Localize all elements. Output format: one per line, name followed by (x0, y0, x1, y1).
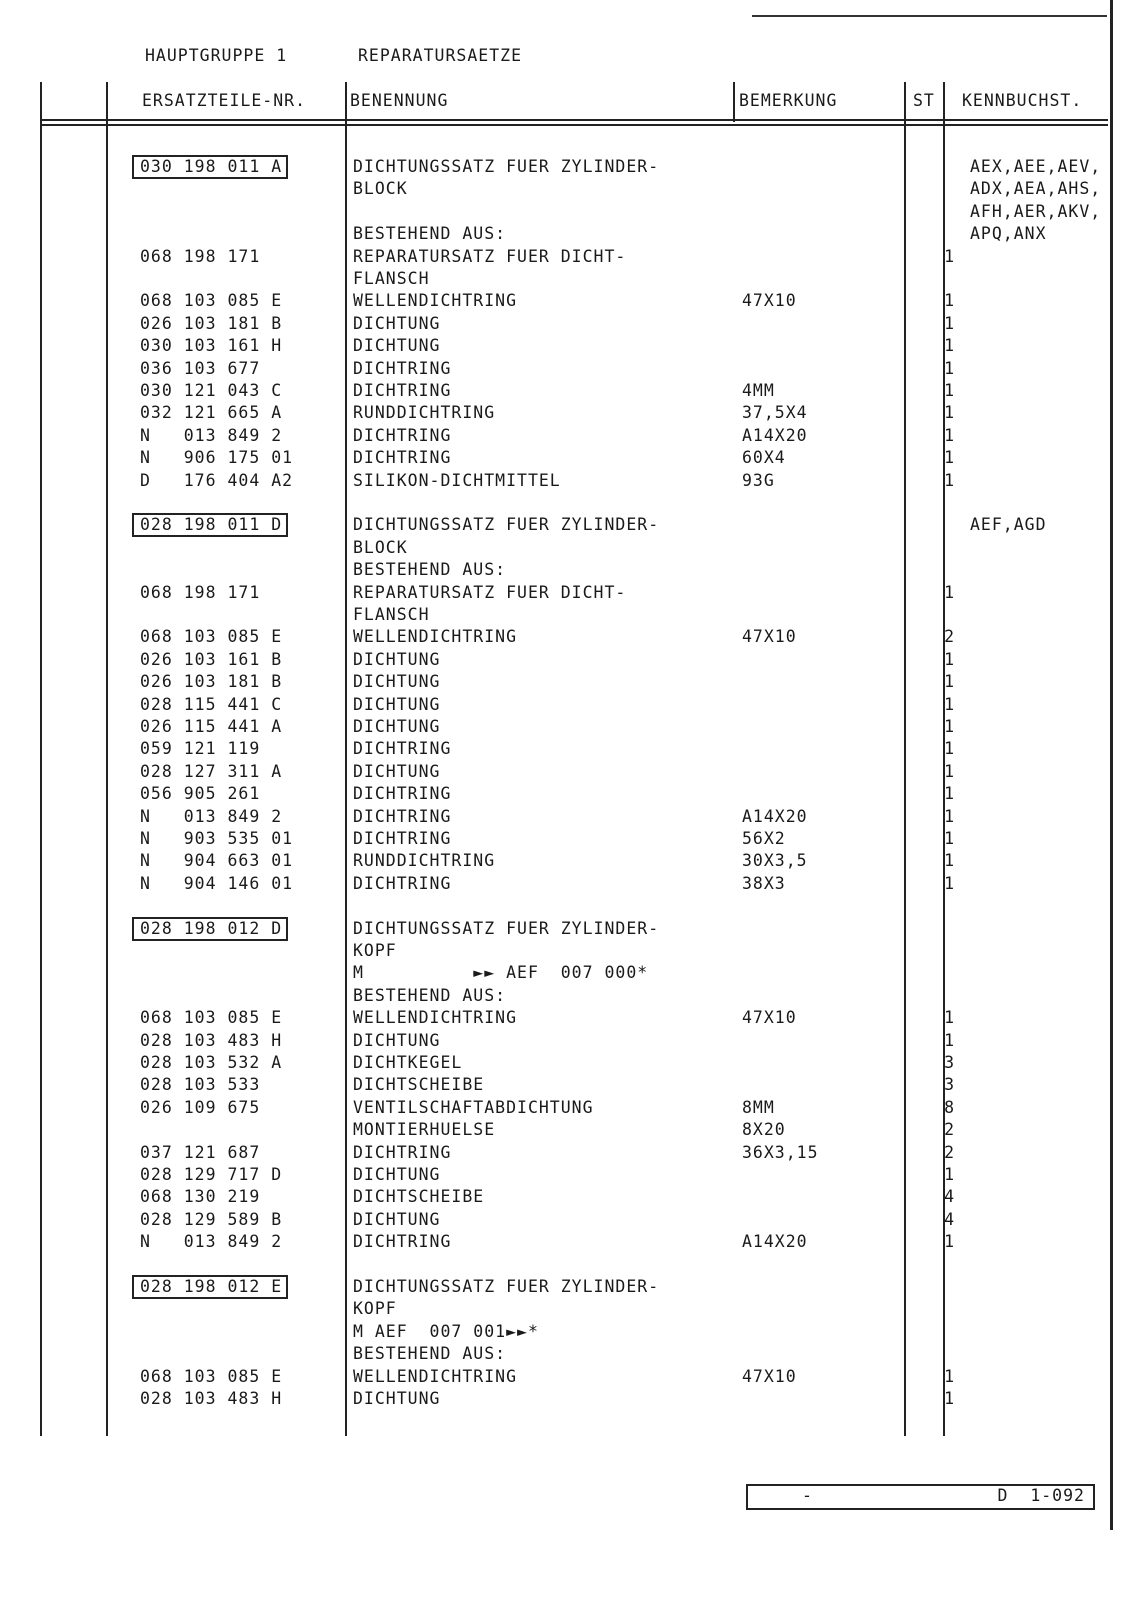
part-number: N 903 535 01 (140, 829, 294, 848)
part-number: 030 103 161 H (140, 336, 283, 356)
table-row (0, 986, 1142, 1008)
table-row (0, 717, 1142, 739)
table-row (0, 583, 1142, 605)
part-number: N 013 849 2 (140, 806, 283, 826)
table-row (0, 739, 1142, 761)
part-remark: A14X20 (742, 425, 808, 445)
table-row (0, 1255, 1142, 1277)
part-quantity: 1 (944, 806, 955, 826)
part-remark: 4MM (742, 381, 775, 400)
table-row (0, 1008, 1142, 1030)
part-remark: 38X3 (742, 873, 786, 893)
table-row (0, 403, 1142, 425)
part-remark: A14X20 (742, 1232, 808, 1252)
part-number: 026 103 181 B (140, 313, 283, 333)
part-quantity: 3 (944, 1053, 955, 1072)
part-number: N 906 175 01 (140, 448, 294, 468)
page-footer-box (746, 1484, 1095, 1510)
part-number: N 013 849 2 (140, 425, 283, 445)
table-row (0, 1098, 1142, 1120)
part-number: 036 103 677 (140, 358, 261, 378)
part-name: DICHTUNGSSATZ FUER ZYLINDER- (353, 157, 660, 176)
part-remark: 56X2 (742, 829, 786, 848)
part-name: DICHTKEGEL (353, 1053, 463, 1072)
kit-part-number: 028 198 011 D (132, 513, 288, 537)
part-remark: 47X10 (742, 1366, 797, 1386)
part-number: 028 129 717 D (140, 1165, 283, 1184)
table-row (0, 762, 1142, 784)
part-quantity: 1 (944, 694, 955, 714)
part-name: BESTEHEND AUS: (353, 560, 507, 580)
table-row (0, 784, 1142, 806)
table-row (0, 291, 1142, 313)
part-quantity: 2 (944, 1120, 955, 1140)
part-number: 028 129 589 B (140, 1209, 283, 1229)
part-number: D 176 404 A2 (140, 470, 294, 490)
part-name: DICHTRING (353, 784, 452, 804)
part-name: BESTEHEND AUS: (353, 985, 507, 1005)
part-quantity: 2 (944, 1142, 955, 1162)
part-name: FLANSCH (353, 269, 430, 288)
column-header-partno: ERSATZTEILE-NR. (142, 91, 307, 110)
part-quantity: 1 (944, 582, 955, 602)
part-remark: 30X3,5 (742, 851, 808, 871)
part-quantity: 1 (944, 1232, 955, 1252)
part-quantity: 1 (944, 448, 955, 468)
part-name: WELLENDICHTRING (353, 291, 518, 311)
table-row (0, 919, 1142, 941)
part-number: 037 121 687 (140, 1142, 261, 1162)
engine-codes: AEF,AGD (970, 515, 1047, 535)
part-quantity: 1 (944, 1008, 955, 1028)
part-quantity: 1 (944, 829, 955, 848)
part-name: VENTILSCHAFTABDICHTUNG (353, 1097, 594, 1117)
part-name: DICHTRING (353, 1232, 452, 1252)
part-quantity: 1 (944, 851, 955, 871)
part-number: 026 115 441 A (140, 717, 283, 736)
part-remark: 37,5X4 (742, 403, 808, 423)
group-title: REPARATURSAETZE (358, 46, 523, 65)
part-name: BLOCK (353, 537, 408, 557)
part-remark: 93G (742, 470, 775, 490)
part-number: 028 115 441 C (140, 694, 283, 714)
part-number: 056 905 261 (140, 784, 261, 804)
part-remark: 8MM (742, 1097, 775, 1117)
table-row (0, 1344, 1142, 1366)
table-row (0, 471, 1142, 493)
part-number: 068 103 085 E (140, 627, 283, 647)
part-number: 026 103 161 B (140, 649, 283, 669)
part-number: 068 103 085 E (140, 291, 283, 311)
part-quantity: 1 (944, 358, 955, 378)
part-quantity: 1 (944, 470, 955, 490)
table-row (0, 1031, 1142, 1053)
part-number: 032 121 665 A (140, 403, 283, 423)
part-name: DICHTUNG (353, 649, 441, 669)
table-row (0, 247, 1142, 269)
table-row (0, 1165, 1142, 1187)
part-number: N 904 146 01 (140, 873, 294, 893)
part-number: 068 103 085 E (140, 1366, 283, 1386)
table-row (0, 1187, 1142, 1209)
part-quantity: 1 (944, 313, 955, 333)
part-remark: 47X10 (742, 1008, 797, 1028)
part-name: DICHTUNG (353, 1209, 441, 1229)
table-row (0, 896, 1142, 918)
engine-codes: APQ,ANX (970, 224, 1047, 244)
table-row (0, 963, 1142, 985)
part-name: RUNDDICHTRING (353, 403, 496, 423)
part-number: 068 130 219 (140, 1187, 261, 1207)
part-quantity: 1 (944, 761, 955, 781)
part-number: 026 109 675 (140, 1097, 261, 1117)
part-quantity: 1 (944, 1165, 955, 1184)
part-quantity: 1 (944, 403, 955, 423)
table-row (0, 807, 1142, 829)
table-row (0, 493, 1142, 515)
part-quantity: 1 (944, 672, 955, 692)
part-quantity: 8 (944, 1097, 955, 1117)
part-name: KOPF (353, 941, 397, 960)
part-name: REPARATURSATZ FUER DICHT- (353, 582, 627, 602)
page-number: D 1-092 (997, 1486, 1085, 1505)
part-quantity: 1 (944, 246, 955, 266)
part-number: 028 103 483 H (140, 1389, 283, 1408)
part-name: DICHTSCHEIBE (353, 1187, 485, 1207)
table-row (0, 1232, 1142, 1254)
part-quantity: 1 (944, 381, 955, 400)
part-name: DICHTUNG (353, 694, 441, 714)
table-row (0, 1277, 1142, 1299)
table-row (0, 202, 1142, 224)
table-row (0, 381, 1142, 403)
part-name: DICHTRING (353, 806, 452, 826)
part-number: N 013 849 2 (140, 1232, 283, 1252)
part-quantity: 1 (944, 1366, 955, 1386)
part-name: FLANSCH (353, 605, 430, 624)
part-number: 028 103 532 A (140, 1053, 283, 1072)
footer-dash: - (802, 1486, 813, 1505)
part-number: 068 198 171 (140, 582, 261, 602)
table-row (0, 426, 1142, 448)
table-row (0, 515, 1142, 537)
table-row (0, 157, 1142, 179)
table-row (0, 560, 1142, 582)
table-row (0, 1120, 1142, 1142)
part-quantity: 1 (944, 784, 955, 804)
part-remark: A14X20 (742, 806, 808, 826)
table-row (0, 1143, 1142, 1165)
part-name: M ►► AEF 007 000* (353, 963, 649, 983)
part-remark: 47X10 (742, 627, 797, 647)
part-name: DICHTUNG (353, 1165, 441, 1184)
column-header-name: BENENNUNG (350, 91, 449, 110)
table-row (0, 627, 1142, 649)
part-number: N 904 663 01 (140, 851, 294, 871)
part-number: 026 103 181 B (140, 672, 283, 692)
engine-codes: ADX,AEA,AHS, (970, 179, 1102, 199)
part-name: DICHTUNG (353, 672, 441, 692)
part-name: DICHTUNG (353, 313, 441, 333)
part-quantity: 1 (944, 739, 955, 759)
table-row (0, 336, 1142, 358)
part-quantity: 1 (944, 291, 955, 311)
table-row (0, 829, 1142, 851)
part-name: DICHTUNGSSATZ FUER ZYLINDER- (353, 515, 660, 535)
table-row (0, 1367, 1142, 1389)
part-name: DICHTRING (353, 829, 452, 848)
part-number: 068 198 171 (140, 246, 261, 266)
table-row (0, 941, 1142, 963)
table-row (0, 605, 1142, 627)
part-quantity: 1 (944, 717, 955, 736)
part-quantity: 1 (944, 425, 955, 445)
part-quantity: 3 (944, 1075, 955, 1095)
table-row (0, 1210, 1142, 1232)
part-name: DICHTUNGSSATZ FUER ZYLINDER- (353, 1277, 660, 1296)
part-name: DICHTRING (353, 358, 452, 378)
part-remark: 60X4 (742, 448, 786, 468)
table-row (0, 851, 1142, 873)
table-row (0, 314, 1142, 336)
part-name: BESTEHEND AUS: (353, 224, 507, 244)
part-name: DICHTUNGSSATZ FUER ZYLINDER- (353, 918, 660, 938)
table-row (0, 1322, 1142, 1344)
part-number: 028 103 483 H (140, 1030, 283, 1050)
group-heading: HAUPTGRUPPE 1 (145, 46, 288, 65)
part-name: DICHTUNG (353, 717, 441, 736)
column-header-code: KENNBUCHST. (962, 91, 1083, 110)
table-row (0, 1299, 1142, 1321)
part-quantity: 1 (944, 336, 955, 356)
part-name: DICHTRING (353, 1142, 452, 1162)
part-remark: 36X3,15 (742, 1142, 819, 1162)
part-name: DICHTRING (353, 448, 452, 468)
engine-codes: AEX,AEE,AEV, (970, 157, 1102, 176)
part-quantity: 4 (944, 1209, 955, 1229)
part-name: DICHTRING (353, 739, 452, 759)
part-name: WELLENDICHTRING (353, 1008, 518, 1028)
part-name: DICHTUNG (353, 336, 441, 356)
part-quantity: 1 (944, 649, 955, 669)
part-name: RUNDDICHTRING (353, 851, 496, 871)
part-name: WELLENDICHTRING (353, 627, 518, 647)
part-number: 068 103 085 E (140, 1008, 283, 1028)
part-name: M AEF 007 001►►* (353, 1321, 539, 1341)
part-name: DICHTUNG (353, 761, 441, 781)
part-name: REPARATURSATZ FUER DICHT- (353, 246, 627, 266)
part-quantity: 2 (944, 627, 955, 647)
table-row (0, 874, 1142, 896)
part-name: WELLENDICHTRING (353, 1366, 518, 1386)
table-row (0, 359, 1142, 381)
kit-part-number: 028 198 012 D (132, 917, 288, 941)
part-quantity: 1 (944, 873, 955, 893)
column-header-remark: BEMERKUNG (739, 91, 838, 110)
part-name: DICHTUNG (353, 1389, 441, 1408)
table-row (0, 672, 1142, 694)
part-quantity: 1 (944, 1389, 955, 1408)
table-row (0, 269, 1142, 291)
part-quantity: 4 (944, 1187, 955, 1207)
table-row (0, 1075, 1142, 1097)
part-name: DICHTSCHEIBE (353, 1075, 485, 1095)
table-row (0, 1389, 1142, 1411)
kit-part-number: 028 198 012 E (132, 1275, 288, 1299)
table-row (0, 179, 1142, 201)
part-number: 028 127 311 A (140, 761, 283, 781)
part-remark: 47X10 (742, 291, 797, 311)
column-header-qty: ST (913, 91, 935, 110)
part-quantity: 1 (944, 1030, 955, 1050)
part-name: BLOCK (353, 179, 408, 199)
part-name: SILIKON-DICHTMITTEL (353, 470, 561, 490)
part-name: BESTEHEND AUS: (353, 1344, 507, 1364)
part-number: 028 103 533 (140, 1075, 261, 1095)
part-name: KOPF (353, 1299, 397, 1319)
table-row (0, 224, 1142, 246)
kit-part-number: 030 198 011 A (132, 155, 288, 179)
part-number: 030 121 043 C (140, 381, 283, 400)
part-name: DICHTRING (353, 873, 452, 893)
part-name: DICHTRING (353, 381, 452, 400)
table-row (0, 1053, 1142, 1075)
table-row (0, 695, 1142, 717)
part-name: DICHTUNG (353, 1030, 441, 1050)
part-remark: 8X20 (742, 1120, 786, 1140)
table-row (0, 650, 1142, 672)
table-row (0, 538, 1142, 560)
table-row (0, 448, 1142, 470)
engine-codes: AFH,AER,AKV, (970, 201, 1102, 221)
part-name: MONTIERHUELSE (353, 1120, 496, 1140)
part-name: DICHTRING (353, 425, 452, 445)
part-number: 059 121 119 (140, 739, 261, 759)
